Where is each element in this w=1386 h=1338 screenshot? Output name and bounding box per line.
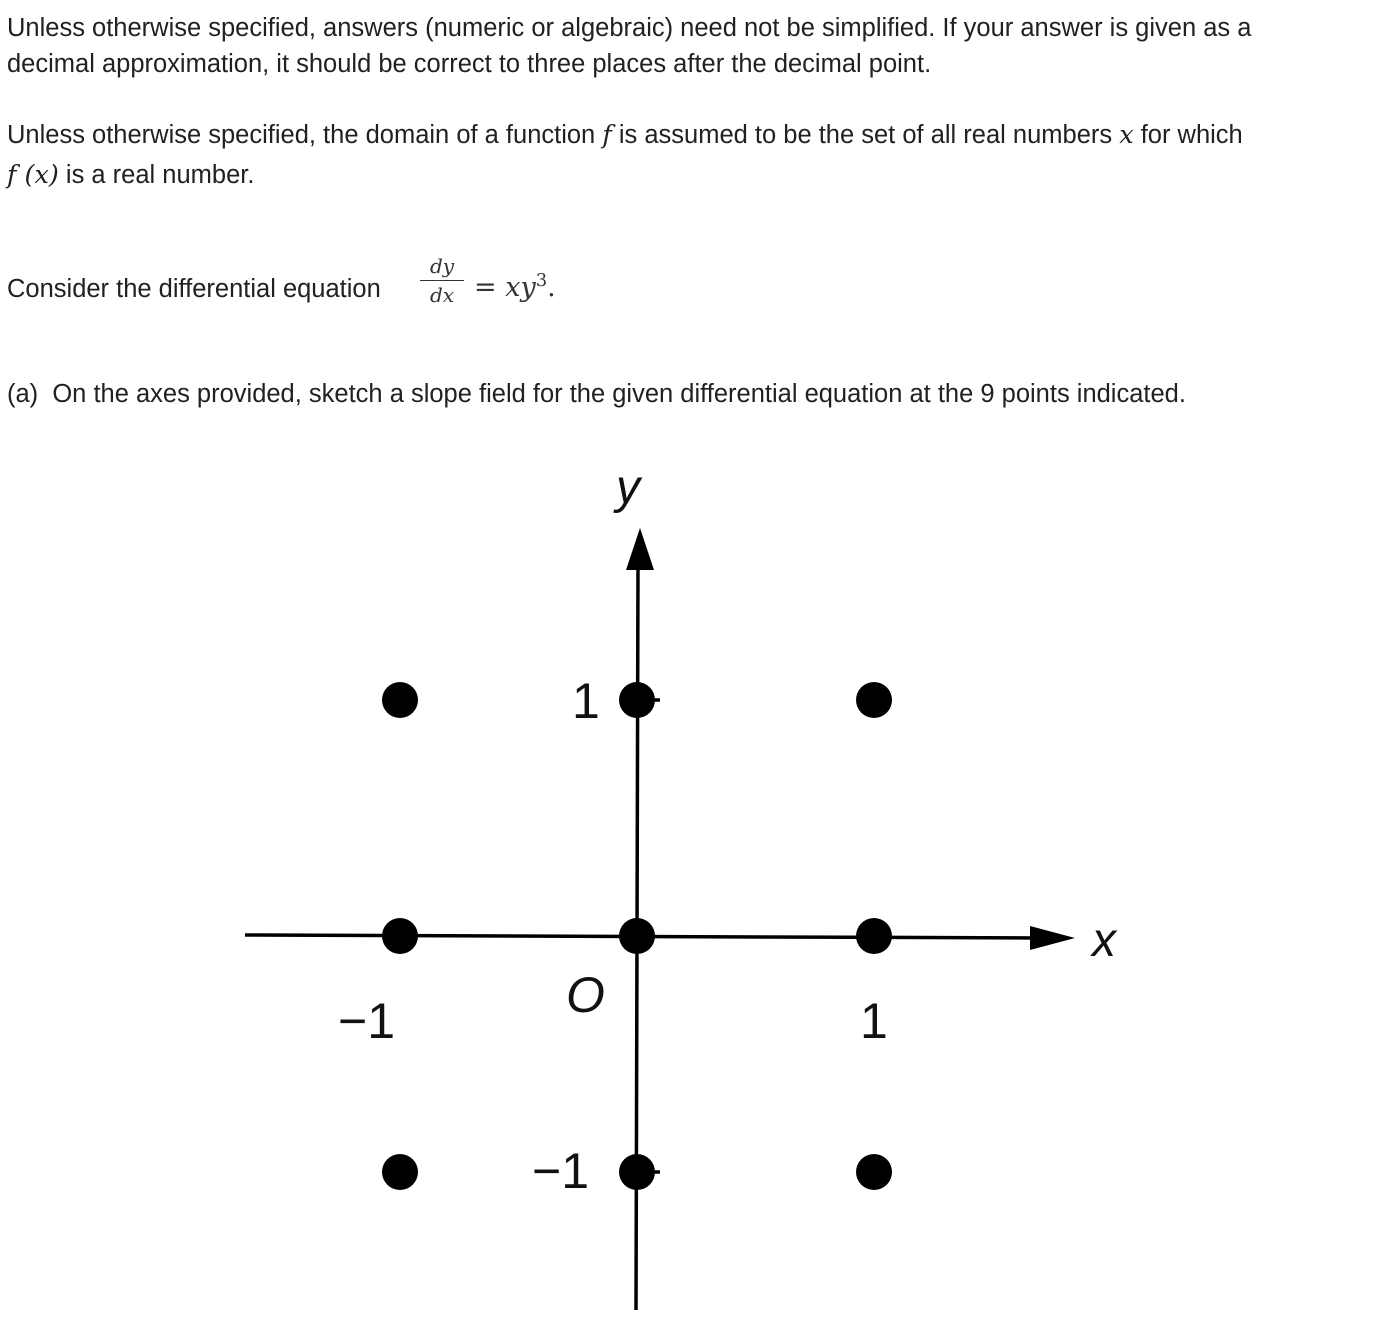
math-f: f [602, 120, 612, 150]
part-a-text: On the axes provided, sketch a slope field for the given differential equation at the 9 points indicated. [52, 380, 1186, 408]
instructions-line-1: Unless otherwise specified, answers (numeric or algebraic) need not be simplified. If your answer is given as a [7, 14, 1252, 42]
slope-field-point [856, 1154, 892, 1190]
text: for which [1133, 121, 1243, 149]
exponent: 3 [535, 270, 548, 291]
slope-field-point [619, 682, 655, 718]
equals: = [474, 272, 506, 303]
y-tick-label-neg: −1 [532, 1143, 590, 1199]
period: . [547, 272, 556, 303]
slope-field-point [382, 918, 418, 954]
y-tick-label-pos: 1 [572, 673, 600, 729]
slope-field-point [382, 682, 418, 718]
problem-intro: Consider the differential equation [7, 275, 381, 303]
slope-field-point [619, 918, 655, 954]
slope-field-point [382, 1154, 418, 1190]
instructions-line-2: decimal approximation, it should be correct to three places after the decimal point. [7, 50, 932, 78]
slope-field-point [856, 918, 892, 954]
text: is a real number. [58, 161, 255, 189]
text: is assumed to be the set of all real numbers [611, 121, 1120, 149]
origin-label: O [566, 967, 605, 1023]
numerator: dy [429, 254, 455, 278]
y-axis-label: y [616, 461, 640, 514]
text: Unless otherwise specified, the domain of a function [7, 121, 603, 149]
x-axis-arrow [1030, 926, 1075, 950]
slope-field-point [619, 1154, 655, 1190]
rhs-xy: xy [505, 272, 536, 303]
part-a-label: (a) [7, 380, 39, 408]
x-tick-label-neg: −1 [338, 993, 396, 1049]
slope-field-point [856, 682, 892, 718]
x-axis-label: x [1092, 914, 1116, 967]
denominator: dx [429, 283, 455, 307]
math-x: x [1119, 120, 1134, 150]
y-axis-arrow [626, 528, 654, 570]
x-tick-label-pos: 1 [860, 993, 888, 1049]
math-fx: f (x) [7, 160, 59, 190]
